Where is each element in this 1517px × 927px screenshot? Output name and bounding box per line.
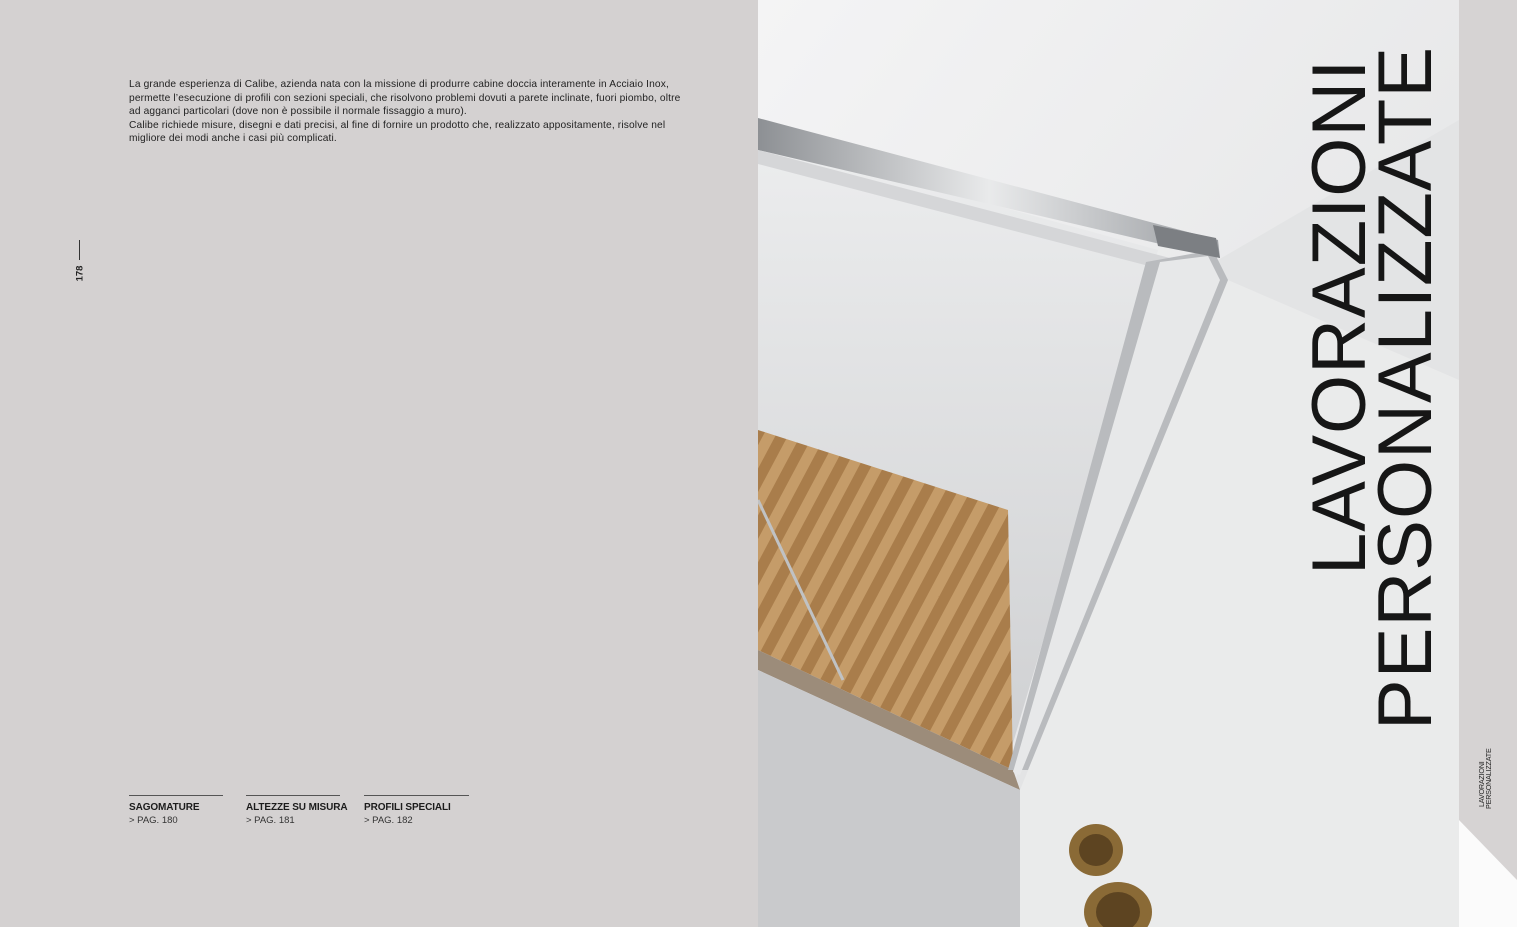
page-number: 178 (74, 265, 86, 282)
link-page-ref: > PAG. 181 (246, 815, 295, 826)
section-title-line-2: PERSONALIZZATE (1363, 45, 1448, 730)
link-profili-speciali[interactable] (364, 795, 469, 826)
intro-text (129, 78, 689, 146)
link-sagomature[interactable] (129, 795, 223, 826)
link-title: ALTEZZE SU MISURA (246, 802, 348, 813)
left-page (0, 0, 758, 927)
link-page-ref: > PAG. 180 (129, 815, 178, 826)
section-title (1297, 45, 1448, 733)
link-rule (129, 795, 223, 796)
page-number-rule (79, 240, 80, 260)
intro-paragraph-2: Calibe richiede misure, disegni e dati precisi, al fine di fornire un prodotto che, realizzato appositamente, risolve nel migliore dei modi anche i casi più complicati. (129, 119, 666, 145)
side-label-line-1: LAVORAZIONI (1477, 761, 1486, 807)
link-title: SAGOMATURE (129, 802, 200, 813)
section-title-line-1: LAVORAZIONI (1297, 58, 1382, 575)
link-title: PROFILI SPECIALI (364, 802, 451, 813)
washbasin-top-bowl (1079, 834, 1113, 866)
intro-paragraph-1: La grande esperienza di Calibe, azienda nata con la missione di produrre cabine doccia interamente in Acciaio Inox, permette l’esecuzione di profili con sezioni speciali, che risolvono problemi dovuti a parete inclinate, fuori piombo, oltre ad agganci particolari (dove non è possibile il normale fissaggio a muro). (129, 79, 681, 118)
link-altezze-su-misura[interactable] (246, 795, 347, 826)
strip-corner-fold (1459, 820, 1517, 927)
page-number-marker (70, 240, 84, 284)
link-rule (364, 795, 469, 796)
side-section-label (1478, 745, 1500, 809)
side-label-line-2: PERSONALIZZATE (1484, 748, 1493, 809)
link-page-ref: > PAG. 182 (364, 815, 413, 826)
link-rule (246, 795, 340, 796)
